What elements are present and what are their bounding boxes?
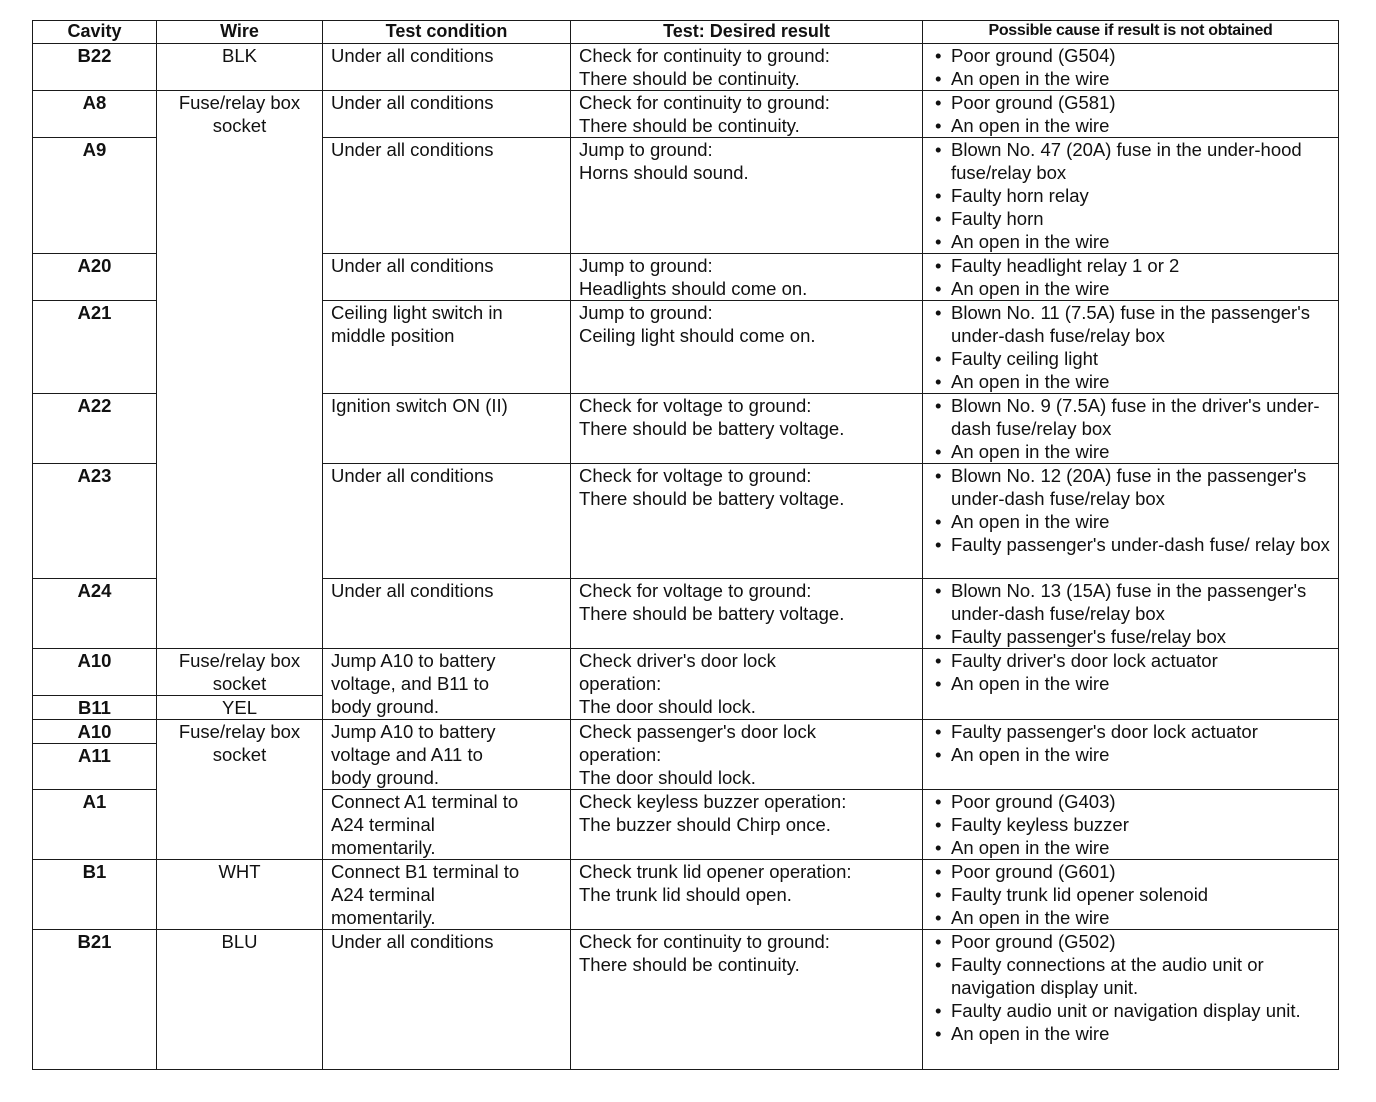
table-row: [33, 930, 1339, 1070]
wire-cell: BLU: [157, 930, 323, 1070]
header-cavity: Cavity: [33, 21, 157, 44]
condition-cell: [323, 138, 571, 254]
cause-item: • Faulty horn: [933, 207, 1332, 230]
text-line: There should be battery voltage.: [579, 603, 845, 624]
text-line: Check for continuity to ground:: [579, 931, 830, 952]
text-line: Ceiling light switch in: [331, 302, 503, 323]
table-row: [33, 860, 1339, 930]
condition-cell: [323, 91, 571, 138]
table-row: [33, 44, 1339, 91]
cavity-cell: B1: [33, 860, 157, 930]
wire-cell: WHT: [157, 860, 323, 930]
condition-cell: [323, 649, 571, 720]
cause-cell: [923, 720, 1339, 790]
text-line: There should be battery voltage.: [579, 488, 845, 509]
condition-cell: [323, 254, 571, 301]
result-cell: [571, 649, 923, 720]
header-desired-result: Test: Desired result: [571, 21, 923, 44]
wire-cell: Fuse/relay box socket: [157, 720, 323, 860]
wire-cell: BLK: [157, 44, 323, 91]
cause-item: • An open in the wire: [933, 906, 1332, 929]
condition-cell: [323, 44, 571, 91]
cause-cell: [923, 394, 1339, 464]
cause-item: • An open in the wire: [933, 114, 1332, 137]
cause-item: • An open in the wire: [933, 440, 1332, 463]
text-line: operation:: [579, 744, 662, 765]
text-line: voltage, and B11 to: [331, 673, 490, 694]
cavity-cell: A1: [33, 790, 157, 860]
text-line: Check for voltage to ground:: [579, 395, 812, 416]
result-cell: [571, 394, 923, 464]
text-line: Check driver's door lock: [579, 650, 776, 671]
condition-cell: [323, 790, 571, 860]
text-line: operation:: [579, 673, 662, 694]
text-line: Under all conditions: [331, 255, 494, 276]
text-line: middle position: [331, 325, 455, 346]
cause-item: • Poor ground (G502): [933, 930, 1332, 953]
header-possible-cause: Possible cause if result is not obtained: [923, 21, 1339, 44]
cause-item: • Blown No. 13 (15A) fuse in the passenger's under-dash fuse/relay box: [933, 579, 1332, 625]
result-cell: [571, 254, 923, 301]
condition-cell: [323, 930, 571, 1070]
cause-item: • Blown No. 9 (7.5A) fuse in the driver's under-dash fuse/relay box: [933, 394, 1332, 440]
text-line: Check for voltage to ground:: [579, 580, 812, 601]
text-line: A24 terminal: [331, 884, 435, 905]
cause-item: • Blown No. 11 (7.5A) fuse in the passenger's under-dash fuse/relay box: [933, 301, 1332, 347]
header-wire: Wire: [157, 21, 323, 44]
cause-cell: [923, 91, 1339, 138]
result-cell: [571, 138, 923, 254]
cause-item: • Faulty trunk lid opener solenoid: [933, 883, 1332, 906]
text-line: The door should lock.: [579, 696, 756, 717]
text-line: There should be continuity.: [579, 68, 800, 89]
cause-item: • An open in the wire: [933, 370, 1332, 393]
cavity-label: A10: [33, 720, 156, 744]
cause-item: • Faulty audio unit or navigation display unit.: [933, 999, 1332, 1022]
table-row: [33, 649, 1339, 696]
cause-item: • Faulty passenger's under-dash fuse/ relay box: [933, 533, 1332, 556]
cause-item: • An open in the wire: [933, 1022, 1332, 1045]
condition-cell: [323, 301, 571, 394]
connector-test-table: [32, 20, 1339, 1070]
result-cell: [571, 930, 923, 1070]
text-line: Check passenger's door lock: [579, 721, 816, 742]
cause-item: • Poor ground (G504): [933, 44, 1332, 67]
text-line: Jump to ground:: [579, 139, 713, 160]
condition-cell: [323, 464, 571, 579]
condition-cell: [323, 579, 571, 649]
text-line: Check for continuity to ground:: [579, 92, 830, 113]
cause-cell: [923, 301, 1339, 394]
cavity-cell: A8: [33, 91, 157, 138]
cause-item: • Faulty keyless buzzer: [933, 813, 1332, 836]
text-line: Jump to ground:: [579, 302, 713, 323]
table-row: [33, 91, 1339, 138]
cavity-cell: A23: [33, 464, 157, 579]
cavity-cell: B11: [33, 696, 157, 720]
text-line: Ignition switch ON (II): [331, 395, 508, 416]
cavity-cell: B21: [33, 930, 157, 1070]
header-test-condition: Test condition: [323, 21, 571, 44]
text-line: The door should lock.: [579, 767, 756, 788]
text-line: The trunk lid should open.: [579, 884, 792, 905]
text-line: Under all conditions: [331, 45, 494, 66]
condition-cell: [323, 720, 571, 790]
cavity-cell: A9: [33, 138, 157, 254]
cause-cell: [923, 464, 1339, 579]
text-line: Horns should sound.: [579, 162, 749, 183]
cause-cell: [923, 138, 1339, 254]
result-cell: [571, 790, 923, 860]
text-line: Ceiling light should come on.: [579, 325, 816, 346]
cause-item: • Faulty connections at the audio unit or navigation display unit.: [933, 953, 1332, 999]
text-line: Jump A10 to battery: [331, 650, 496, 671]
text-line: momentarily.: [331, 837, 436, 858]
cavity-cell: [33, 720, 157, 790]
wire-cell: Fuse/relay box socket: [157, 649, 323, 696]
text-line: Check for voltage to ground:: [579, 465, 812, 486]
text-line: Check trunk lid opener operation:: [579, 861, 852, 882]
cause-item: • An open in the wire: [933, 277, 1332, 300]
text-line: Jump A10 to battery: [331, 721, 496, 742]
wire-cell: Fuse/relay box socket: [157, 91, 323, 649]
result-cell: [571, 579, 923, 649]
text-line: Under all conditions: [331, 931, 494, 952]
text-line: momentarily.: [331, 907, 436, 928]
text-line: Check keyless buzzer operation:: [579, 791, 847, 812]
cause-item: • Faulty headlight relay 1 or 2: [933, 254, 1332, 277]
cavity-label: A11: [78, 745, 111, 766]
header-row: [33, 21, 1339, 44]
cause-item: • Blown No. 12 (20A) fuse in the passenger's under-dash fuse/relay box: [933, 464, 1332, 510]
cause-cell: [923, 44, 1339, 91]
result-cell: [571, 44, 923, 91]
cause-item: • Blown No. 47 (20A) fuse in the under-hood fuse/relay box: [933, 138, 1332, 184]
text-line: Connect B1 terminal to: [331, 861, 520, 882]
cavity-cell: A24: [33, 579, 157, 649]
cause-item: • Poor ground (G403): [933, 790, 1332, 813]
condition-cell: [323, 860, 571, 930]
condition-cell: [323, 394, 571, 464]
table-row: [33, 720, 1339, 790]
cause-item: • Faulty passenger's fuse/relay box: [933, 625, 1332, 648]
text-line: body ground.: [331, 696, 440, 717]
cavity-cell: A20: [33, 254, 157, 301]
cause-cell: [923, 930, 1339, 1070]
cavity-cell: A10: [33, 649, 157, 696]
text-line: Connect A1 terminal to: [331, 791, 519, 812]
cause-item: • An open in the wire: [933, 67, 1332, 90]
cause-item: • An open in the wire: [933, 230, 1332, 253]
cause-item: • An open in the wire: [933, 743, 1332, 766]
text-line: Under all conditions: [331, 465, 494, 486]
cause-cell: [923, 579, 1339, 649]
result-cell: [571, 464, 923, 579]
text-line: Jump to ground:: [579, 255, 713, 276]
text-line: Under all conditions: [331, 92, 494, 113]
cause-item: • Poor ground (G601): [933, 860, 1332, 883]
cavity-cell: A22: [33, 394, 157, 464]
cause-item: • Faulty ceiling light: [933, 347, 1332, 370]
text-line: voltage and A11 to: [331, 744, 483, 765]
result-cell: [571, 860, 923, 930]
cavity-cell: B22: [33, 44, 157, 91]
text-line: There should be battery voltage.: [579, 418, 845, 439]
cause-item: • Faulty horn relay: [933, 184, 1332, 207]
text-line: Under all conditions: [331, 580, 494, 601]
text-line: The buzzer should Chirp once.: [579, 814, 831, 835]
text-line: Check for continuity to ground:: [579, 45, 830, 66]
text-line: There should be continuity.: [579, 115, 800, 136]
text-line: Under all conditions: [331, 139, 494, 160]
cause-item: • Poor ground (G581): [933, 91, 1332, 114]
text-line: A24 terminal: [331, 814, 435, 835]
text-line: Headlights should come on.: [579, 278, 808, 299]
result-cell: [571, 301, 923, 394]
text-line: There should be continuity.: [579, 954, 800, 975]
wire-cell: YEL: [157, 696, 323, 720]
cause-item: • Faulty driver's door lock actuator: [933, 649, 1332, 672]
cause-cell: [923, 649, 1339, 720]
cause-item: • An open in the wire: [933, 672, 1332, 695]
cause-item: • Faulty passenger's door lock actuator: [933, 720, 1332, 743]
cause-item: • An open in the wire: [933, 836, 1332, 859]
text-line: body ground.: [331, 767, 440, 788]
cause-cell: [923, 860, 1339, 930]
cause-item: • An open in the wire: [933, 510, 1332, 533]
cause-cell: [923, 254, 1339, 301]
cavity-cell: A21: [33, 301, 157, 394]
result-cell: [571, 91, 923, 138]
result-cell: [571, 720, 923, 790]
cause-cell: [923, 790, 1339, 860]
